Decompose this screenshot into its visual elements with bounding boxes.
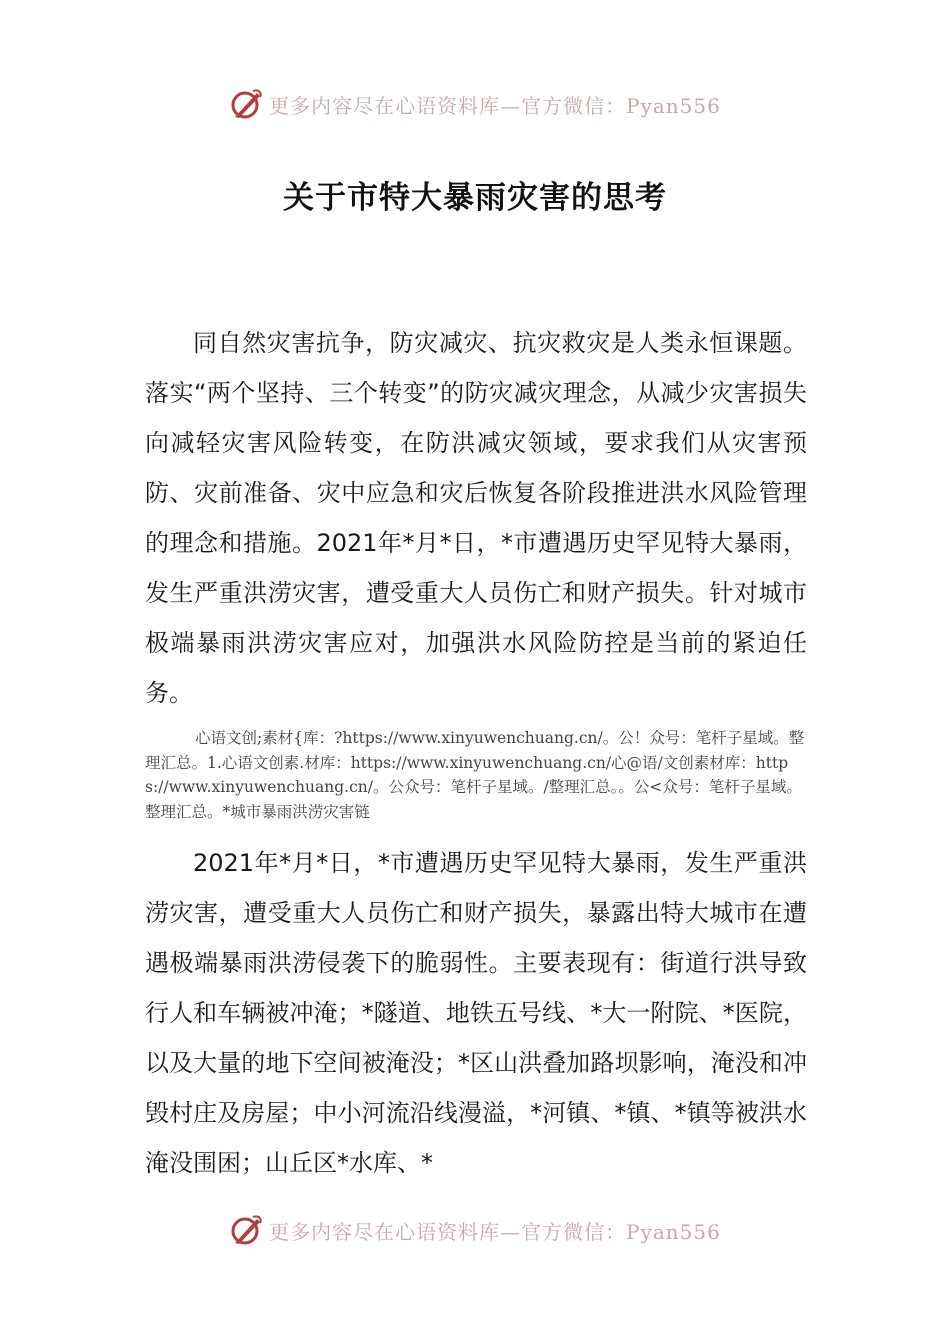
header-banner [0, 84, 950, 124]
banner-text: 更多内容尽在心语资料库—官方微信：Pyan556 [269, 1219, 721, 1244]
body-paragraph-1: 同自然灾害抗争，防灾减灾、抗灾救灾是人类永恒课题。落实“两个坚持、三个转变”的防灾减灾理念，从减少灾害损失向减轻灾害风险转变，在防洪减灾领域，要求我们从灾害预防、灾前准备、灾中应急和灾后恢复各阶段推进洪水风险管理的理念和措施。2021年*月*日，*市遭遇历史罕见特大暴雨，发生严重洪涝灾害，遭受重大人员伤亡和财产损失。针对城市极端暴雨洪涝灾害应对，加强洪水风险防控是当前的紧迫任务。 [145, 329, 807, 707]
footer-banner [0, 1210, 950, 1250]
watermark-note: 心语文创;素材{库：?https://www.xinyuwenchuang.cn/。公！众号：笔杆子星域。整理汇总。1.心语文创素.材库：https://www.xinyuwenchuang.cn/心@语/文创素材库：https://www.xinyuwenchuang.cn/。公众号：笔杆子星域。/整理汇总。。公<众号：笔杆子星域。整理汇总。*城市暴雨洪涝灾害链 [145, 729, 805, 821]
banner-text: 更多内容尽在心语资料库—官方微信：Pyan556 [269, 93, 721, 118]
page-title: 关于市特大暴雨灾害的思考 [283, 180, 667, 216]
quill-pen-logo-icon [229, 1213, 263, 1247]
quill-pen-logo-icon [229, 87, 263, 121]
body-paragraph-2: 2021年*月*日，*市遭遇历史罕见特大暴雨，发生严重洪涝灾害，遭受重大人员伤亡和财产损失，暴露出特大城市在遭遇极端暴雨洪涝侵袭下的脆弱性。主要表现有：街道行洪导致行人和车辆被冲淹；*隧道、地铁五号线、*大一附院、*医院，以及大量的地下空间被淹没；*区山洪叠加路坝影响，淹没和冲毁村庄及房屋；中小河流沿线漫溢，*河镇、*镇、*镇等被洪水淹没围困；山丘区*水库、* [145, 849, 807, 1177]
